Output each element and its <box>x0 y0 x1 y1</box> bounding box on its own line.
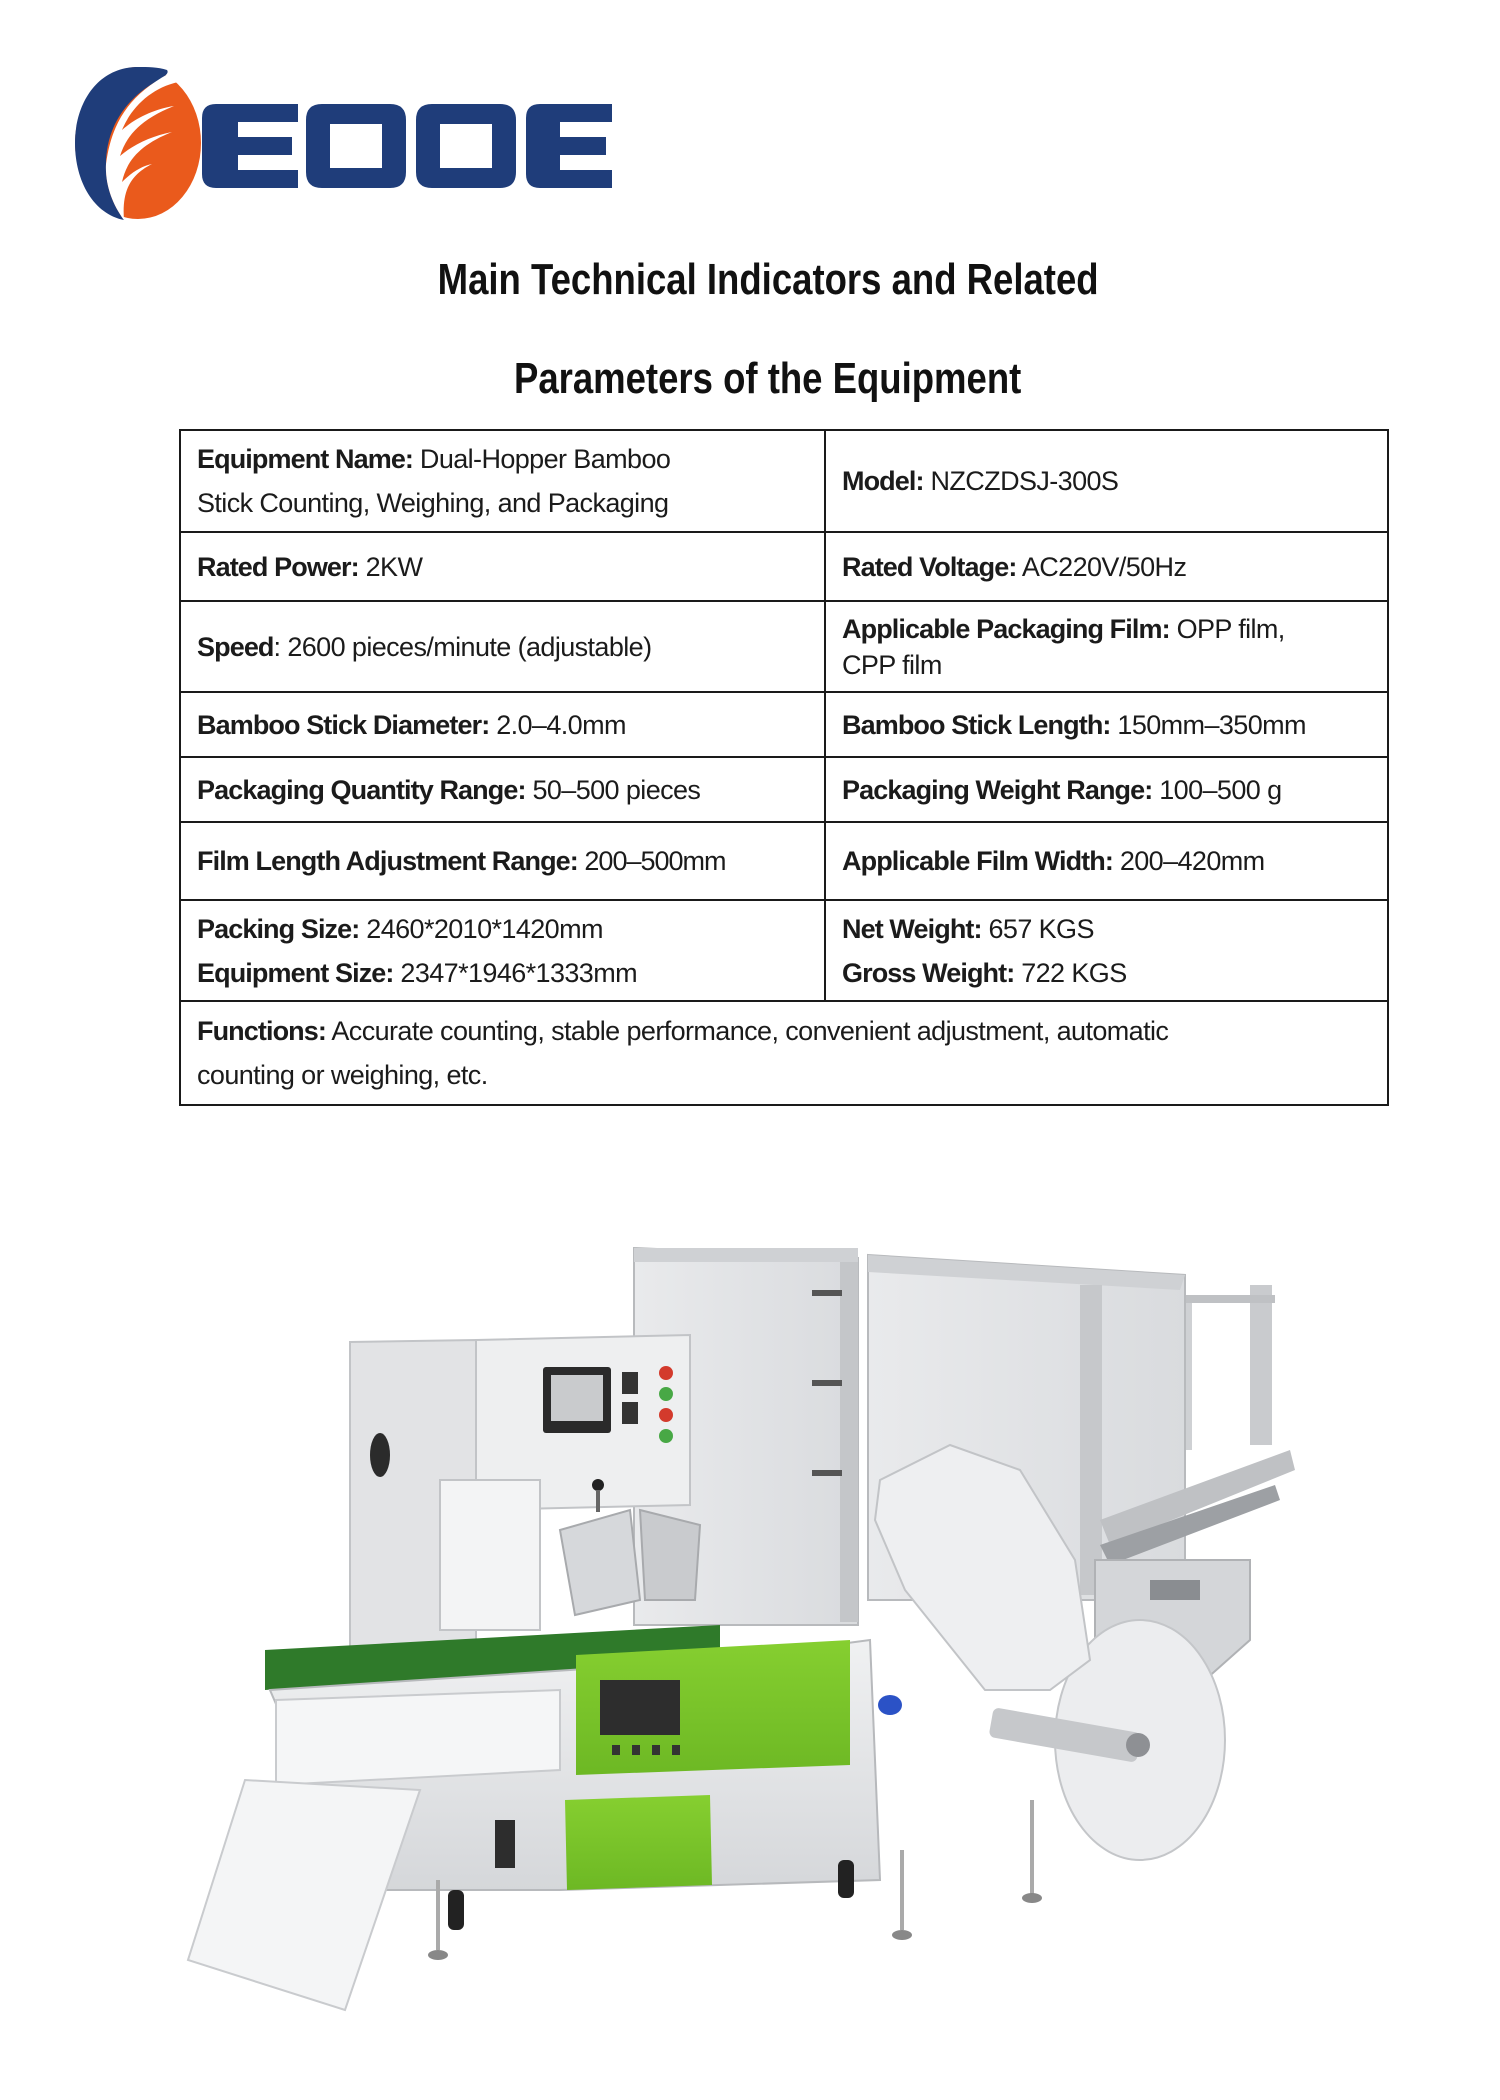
red-button-icon <box>659 1366 673 1380</box>
spec-cell-model <box>825 430 1388 532</box>
table-row <box>180 822 1388 900</box>
spec-value: AC220V/50Hz <box>1016 551 1187 582</box>
spec-cell-film-width <box>825 822 1388 900</box>
table-row <box>180 1001 1388 1105</box>
spec-label: Packaging Weight Range: <box>842 774 1153 805</box>
table-row <box>180 430 1388 532</box>
table-row <box>180 692 1388 757</box>
spec-value: CPP film <box>842 649 942 680</box>
spec-value: 2347*1946*1333mm <box>393 957 638 988</box>
green-door <box>565 1795 712 1890</box>
spec-cell-rated-voltage <box>825 532 1388 601</box>
spec-value: Accurate counting, stable performance, convenient adjustment, automatic <box>325 1016 1169 1046</box>
spec-value: NZCZDSJ-300S <box>923 466 1119 496</box>
blue-knob-icon <box>878 1695 902 1715</box>
title-text: Main Technical Indicators and Related <box>437 255 1099 304</box>
brand-logo <box>68 60 628 230</box>
spec-value: Stick Counting, Weighing, and Packaging <box>197 488 669 518</box>
spec-label: Applicable Film Width: <box>842 846 1113 876</box>
red-button-icon <box>659 1408 673 1422</box>
spec-value: 200–500mm <box>577 846 726 876</box>
spec-cell-quantity-range <box>180 757 825 822</box>
green-button-icon <box>659 1429 673 1443</box>
spec-table <box>179 429 1389 1106</box>
table-row <box>180 757 1388 822</box>
spec-value: counting or weighing, etc. <box>197 1060 488 1090</box>
spec-value: 722 KGS <box>1014 957 1127 988</box>
table-row <box>180 532 1388 601</box>
spec-label: Packaging Quantity Range: <box>197 774 526 805</box>
page-title-line-1 <box>18 255 1500 305</box>
table-row <box>180 601 1388 692</box>
spec-label: Rated Voltage: <box>842 551 1017 582</box>
spec-cell-weights <box>825 900 1388 1001</box>
cabinet-port-icon <box>370 1433 390 1477</box>
spec-value: : 2600 pieces/minute (adjustable) <box>273 631 652 662</box>
green-button-icon <box>659 1387 673 1401</box>
spec-cell-speed <box>180 601 825 692</box>
product-image-packaging-machine <box>180 1230 1330 2030</box>
spec-label: Film Length Adjustment Range: <box>197 846 578 876</box>
spec-value: 100–500 g <box>1152 774 1282 805</box>
spec-value: 150mm–350mm <box>1110 709 1306 740</box>
spec-value: 657 KGS <box>981 913 1094 944</box>
spec-label: Functions: <box>197 1016 326 1046</box>
spec-value: 2KW <box>358 551 423 582</box>
title-text: Parameters of the Equipment <box>514 354 1022 403</box>
spec-cell-weight-range <box>825 757 1388 822</box>
spec-cell-stick-diameter <box>180 692 825 757</box>
spec-label: Rated Power: <box>197 551 359 582</box>
spec-label: Equipment Size: <box>197 957 394 988</box>
discharge-plate <box>188 1780 420 2010</box>
spec-cell-rated-power <box>180 532 825 601</box>
flame-oval-logo-icon <box>72 64 204 222</box>
spec-value: 2.0–4.0mm <box>489 709 626 740</box>
spec-cell-film-length <box>180 822 825 900</box>
table-row <box>180 900 1388 1001</box>
page-title-line-2 <box>18 354 1500 404</box>
spec-label: Gross Weight: <box>842 957 1015 988</box>
spec-cell-stick-length <box>825 692 1388 757</box>
spec-cell-packaging-film <box>825 601 1388 692</box>
spec-label: Bamboo Stick Length: <box>842 709 1111 740</box>
spec-label: Equipment Name: <box>197 444 414 474</box>
spec-label: Packing Size: <box>197 913 360 944</box>
spec-label: Speed <box>197 631 274 662</box>
spec-cell-functions <box>180 1001 1388 1105</box>
spec-cell-equipment-name <box>180 430 825 532</box>
spec-label: Net Weight: <box>842 913 982 944</box>
output-rack <box>1180 1285 1275 1450</box>
brand-wordmark <box>202 104 612 188</box>
spec-cell-sizes <box>180 900 825 1001</box>
spec-value: OPP film, <box>1169 613 1285 644</box>
spec-value: Dual-Hopper Bamboo <box>413 444 671 474</box>
spec-value: 50–500 pieces <box>525 774 701 805</box>
spec-label: Bamboo Stick Diameter: <box>197 709 490 740</box>
spec-value: 2460*2010*1420mm <box>359 913 603 944</box>
spec-label: Applicable Packaging Film: <box>842 613 1170 644</box>
spec-label: Model: <box>842 466 924 496</box>
spec-value: 200–420mm <box>1112 846 1265 876</box>
